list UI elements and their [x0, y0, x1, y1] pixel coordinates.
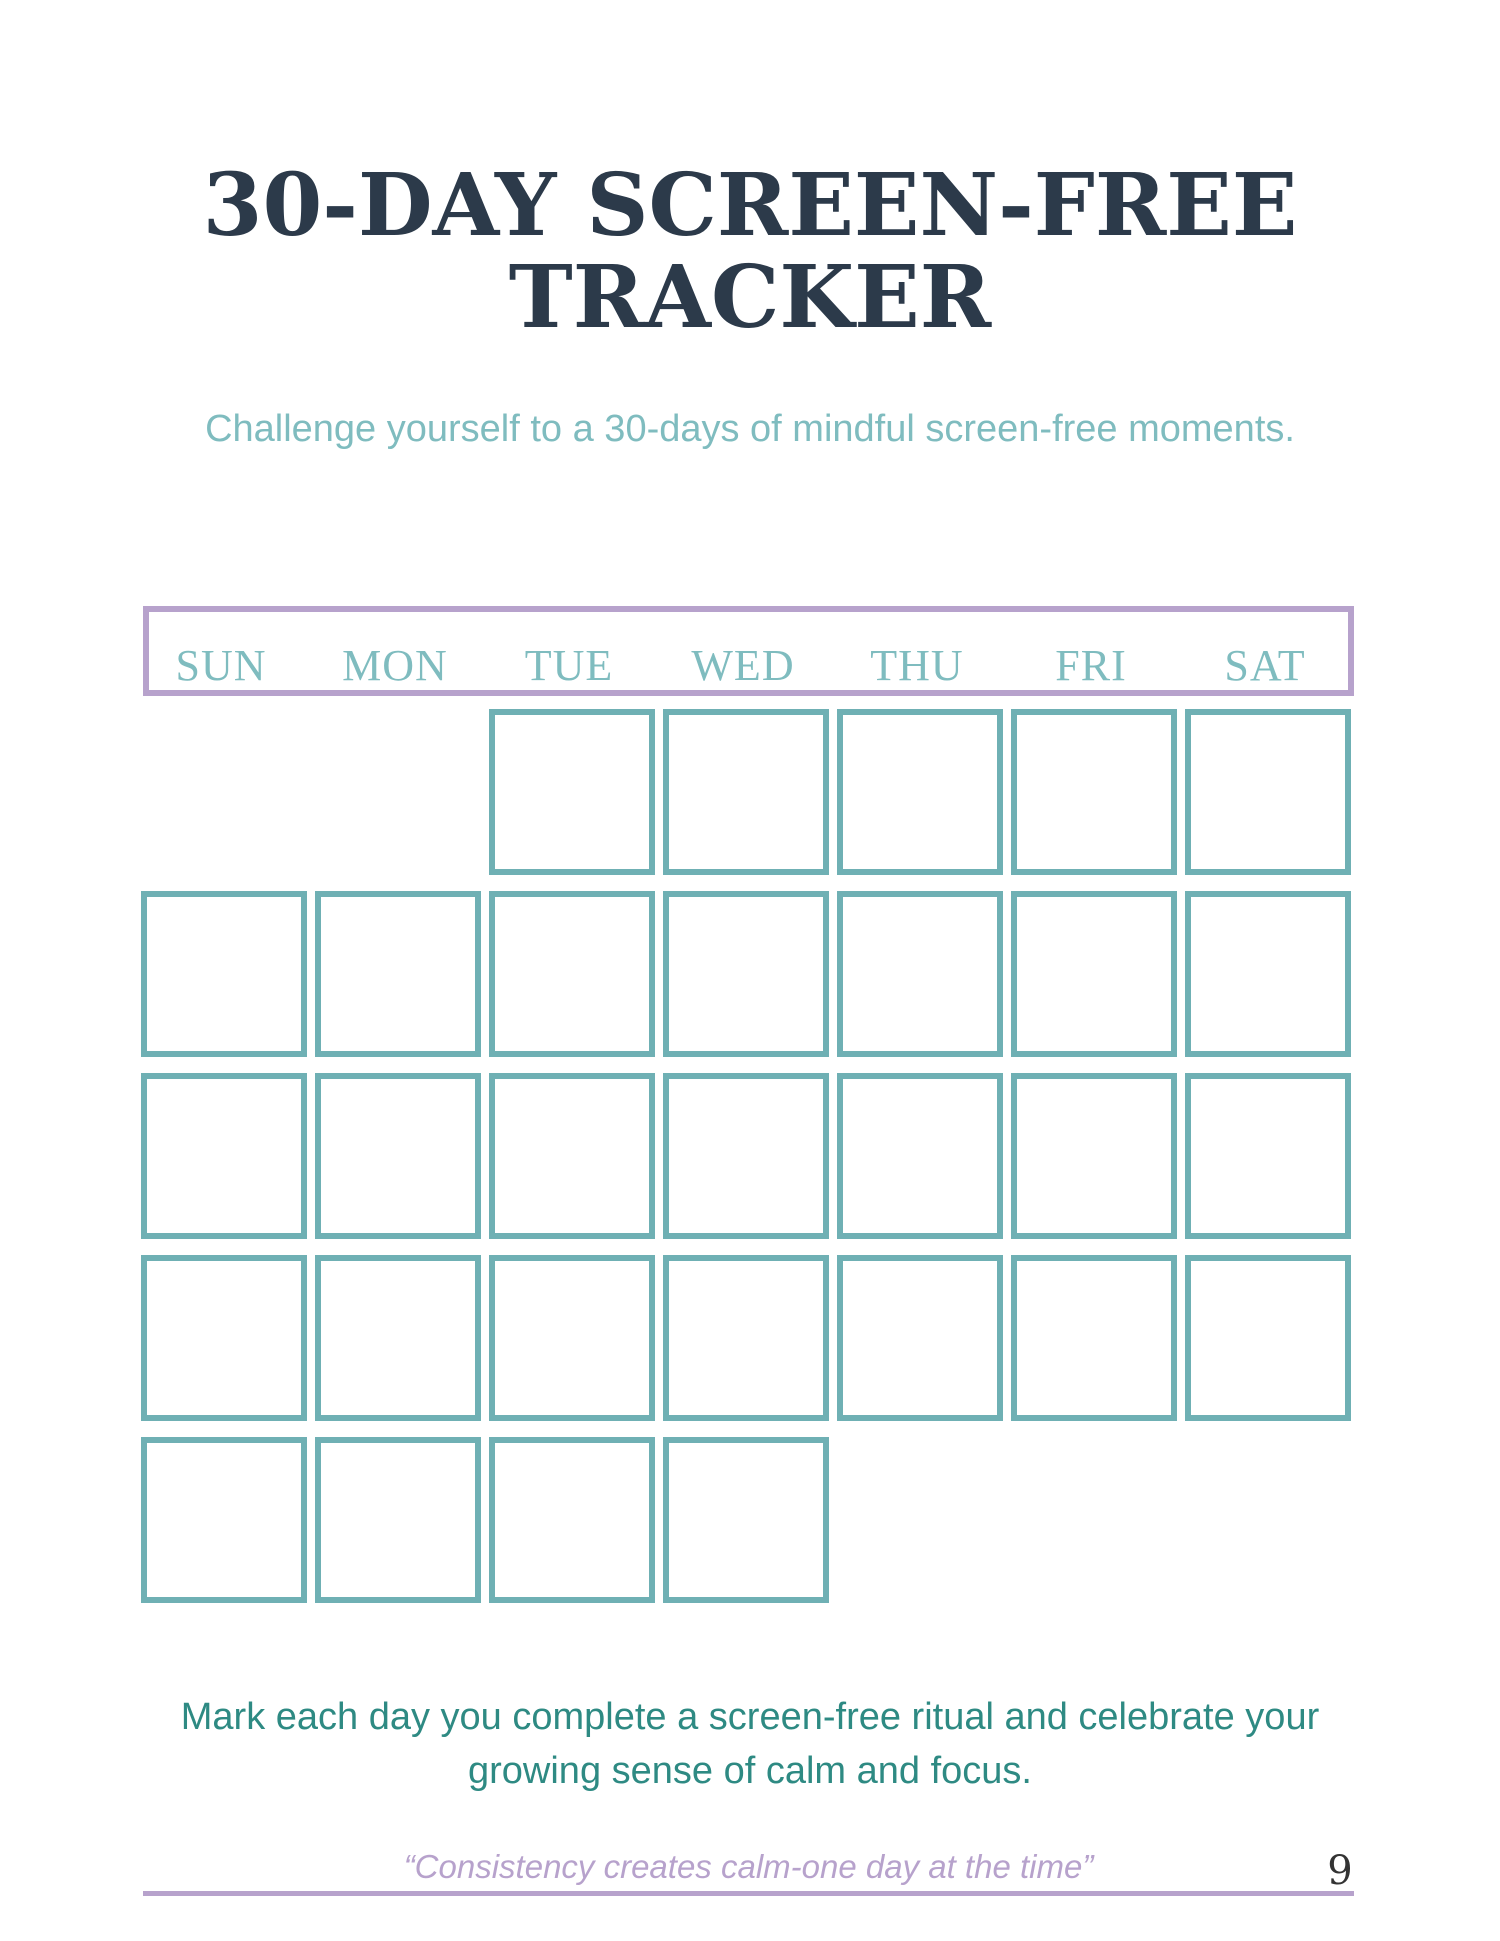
instruction-caption: Mark each day you complete a screen-free ritual and celebrate your growing sense of calm and focus. [180, 1696, 1320, 1792]
day-checkbox[interactable] [663, 1073, 829, 1239]
day-checkbox[interactable] [837, 1073, 1003, 1239]
day-checkbox[interactable] [489, 891, 655, 1057]
day-checkbox[interactable] [837, 709, 1003, 875]
day-checkbox[interactable] [1011, 1073, 1177, 1239]
day-checkbox[interactable] [1185, 891, 1351, 1057]
day-checkbox[interactable] [489, 709, 655, 875]
day-checkbox[interactable] [489, 1073, 655, 1239]
weekday-label-sun: SUN [175, 641, 267, 690]
day-checkbox[interactable] [837, 1255, 1003, 1421]
subtitle: Challenge yourself to a 30-days of mindful screen-free moments. [205, 408, 1295, 450]
footer-rule [143, 1891, 1354, 1896]
weekday-label-sat: SAT [1224, 641, 1306, 690]
day-checkbox[interactable] [141, 1255, 307, 1421]
page-title-line-2: TRACKER [508, 247, 992, 348]
day-checkbox[interactable] [1185, 709, 1351, 875]
page-title-line-1: 30-DAY SCREEN-FREE [202, 155, 1298, 256]
day-checkbox[interactable] [663, 1255, 829, 1421]
weekday-label-tue: TUE [524, 641, 614, 690]
day-checkbox[interactable] [1185, 1073, 1351, 1239]
day-checkbox[interactable] [315, 891, 481, 1057]
day-checkbox[interactable] [663, 891, 829, 1057]
day-checkbox[interactable] [489, 1255, 655, 1421]
day-checkbox[interactable] [663, 709, 829, 875]
day-checkbox[interactable] [1011, 709, 1177, 875]
weekday-label-fri: FRI [1055, 641, 1127, 690]
day-checkbox[interactable] [1011, 891, 1177, 1057]
page-number: 9 [1327, 1848, 1353, 1894]
day-checkbox[interactable] [315, 1255, 481, 1421]
weekday-label-wed: WED [691, 641, 795, 690]
day-checkbox[interactable] [141, 1073, 307, 1239]
weekday-label-mon: MON [342, 641, 448, 690]
day-checkbox[interactable] [315, 1437, 481, 1603]
day-checkbox[interactable] [663, 1437, 829, 1603]
weekday-label-thu: THU [870, 641, 964, 690]
page-title [0, 155, 1500, 348]
day-checkbox[interactable] [837, 891, 1003, 1057]
day-checkbox[interactable] [1011, 1255, 1177, 1421]
day-checkbox[interactable] [141, 1437, 307, 1603]
day-checkbox[interactable] [315, 1073, 481, 1239]
footer-quote: “Consistency creates calm-one day at the time” [403, 1848, 1094, 1885]
day-checkbox[interactable] [1185, 1255, 1351, 1421]
day-checkbox[interactable] [141, 891, 307, 1057]
day-checkbox[interactable] [489, 1437, 655, 1603]
